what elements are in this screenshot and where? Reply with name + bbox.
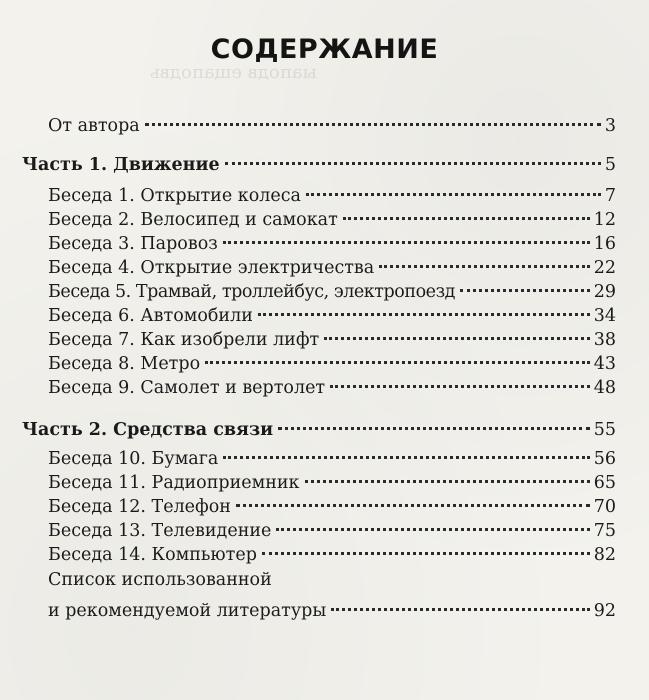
toc-page-number: 48 [593,378,616,398]
toc-entry[interactable] [48,201,616,230]
toc-entry[interactable] [48,440,616,469]
toc-entry-label: Беседа 13. Телевидение [48,521,272,541]
toc-entry-label: Беседа 2. Велосипед и самокат [48,210,338,230]
dot-leader [236,488,590,512]
toc-entry[interactable] [48,536,616,565]
toc-page-number: 22 [593,258,616,278]
toc-page-number: 70 [593,497,616,517]
toc-entry-label: Беседа 11. Радиоприемник [48,473,300,493]
toc-entry[interactable] [48,273,616,302]
dot-leader [460,273,590,297]
toc-page-number: 3 [604,116,616,136]
page-title: СОДЕРЖАНИЕ [210,34,439,65]
dot-leader [330,369,590,393]
toc-entry-label: Беседа 3. Паровоз [48,234,218,254]
toc-entry[interactable] [48,297,616,326]
dot-leader [225,146,601,170]
toc-page-number: 56 [593,449,616,469]
toc-entry-label: Беседа 5. Трамвай, троллейбус, электропоезд [48,282,455,302]
dot-leader [145,107,601,131]
toc-entry[interactable] [48,225,616,254]
toc-page-number: 65 [593,473,616,493]
toc-entry[interactable] [48,488,616,517]
toc-entry-label: и рекомендуемой литературы [48,601,327,621]
toc-entry-label: Беседа 4. Открытие электричества [48,258,375,278]
toc-entry-author[interactable] [48,107,616,136]
toc-page-number: 92 [593,601,616,621]
toc-entry-label: Беседа 9. Самолет и вертолет [48,378,326,398]
toc-page-number: 34 [593,306,616,326]
dot-leader [258,297,590,321]
dot-leader [331,592,589,616]
toc-entry-label: Беседа 8. Метро [48,354,201,374]
dot-leader [324,321,589,345]
toc-entry-label: Беседа 1. Открытие колеса [48,186,301,206]
toc-entry-label: Беседа 14. Компьютер [48,545,257,565]
dot-leader [205,345,590,369]
toc-entry[interactable] [48,177,616,206]
toc-entry-label: Беседа 6. Автомобили [48,306,253,326]
toc-entry-label: Беседа 10. Бумага [48,449,219,469]
toc-entry[interactable] [48,321,616,350]
toc-part-label: Часть 2. Средства связи [22,420,274,440]
dot-leader [223,225,590,249]
toc-entry[interactable] [48,249,616,278]
toc-page-number: 7 [604,186,616,206]
toc-page-number: 5 [604,155,616,175]
toc-entry[interactable] [48,369,616,398]
toc-page-number: 43 [593,354,616,374]
toc-entry[interactable] [48,345,616,374]
dot-leader [305,464,590,488]
toc-page-number: 82 [593,545,616,565]
dot-leader [306,177,601,201]
dot-leader [343,201,590,225]
toc-part-2[interactable] [22,411,616,440]
dot-leader [276,512,589,536]
toc-entry-bibliography[interactable] [48,592,616,621]
toc-page-number: 75 [593,521,616,541]
toc-page-number: 29 [593,282,616,302]
toc-entry-label: Беседа 12. Телефон [48,497,231,517]
toc-page-number: 12 [593,210,616,230]
dot-leader [262,536,590,560]
toc-page-number: 55 [593,420,616,440]
toc-entry[interactable] [48,512,616,541]
dot-leader [379,249,589,273]
dot-leader [223,440,589,464]
toc-entry[interactable] [48,464,616,493]
toc-entry-label: От автора [48,116,140,136]
toc-entry-label: Беседа 7. Как изобрели лифт [48,330,320,350]
dot-leader [278,411,590,435]
toc-page-number: 16 [593,234,616,254]
bleed-through-text: ыаподв ещаподвь [150,62,317,83]
toc-page-number: 38 [593,330,616,350]
toc-entry-label-line1: Список использованной [48,570,272,590]
toc-part-label: Часть 1. Движение [22,155,220,175]
toc-part-1[interactable] [22,146,616,175]
